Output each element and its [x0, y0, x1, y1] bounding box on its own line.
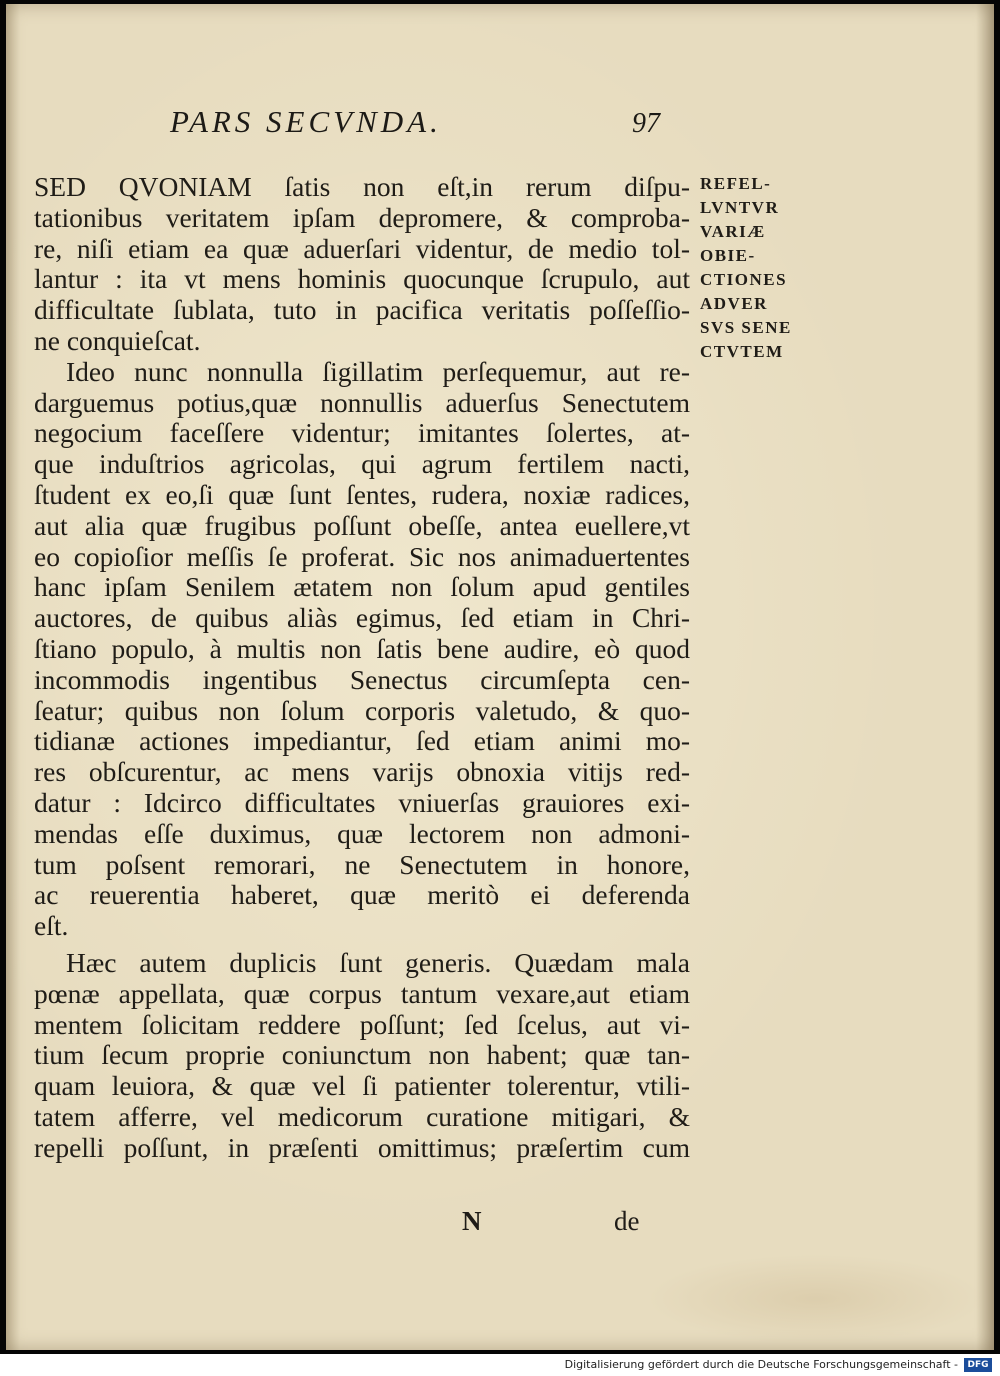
page-number: 97	[632, 108, 660, 139]
text-line: mendas eſſe duximus, quæ lectorem non admoni-	[34, 817, 690, 849]
marginal-note-line: OBIE-	[700, 246, 756, 265]
text-line: re, niſi etiam ea quæ aduerſari videntur, de medio tol-	[34, 232, 690, 264]
text-line: eo copioſior meſſis ſe proferat. Sic nos animaduertentes	[34, 540, 690, 572]
text-line: lantur : ita vt mens hominis quocunque ſcrupulo, aut	[34, 263, 690, 295]
body-text	[34, 172, 690, 1164]
text-line: ac reuerentia haberet, quæ meritò ei deferenda	[34, 879, 690, 911]
text-line: Ideo nunc nonnulla ſigillatim perſequemur, aut re-	[66, 355, 690, 387]
text-line: tationibus veritatem ipſam depromere, & comproba-	[34, 201, 690, 233]
text-line: ſtiano populo, à multis non ſatis bene audire, eò quod	[34, 632, 690, 664]
running-head: PARS SECVNDA.	[170, 104, 442, 139]
text-line: pœnæ appellata, quæ corpus tantum vexare,aut etiam	[34, 977, 690, 1009]
text-line: auctores, de quibus aliàs egimus, ſed etiam in Chri-	[34, 602, 690, 634]
text-line: quam leuiora, & quæ vel ſi patienter tolerentur, vtili-	[34, 1070, 690, 1102]
text-line: tidianæ actiones impediantur, ſed etiam animi mo-	[34, 725, 690, 757]
catchword: de	[614, 1206, 640, 1236]
text-line: darguemus potius,quæ nonnullis aduerſus Senectutem	[34, 386, 690, 418]
text-line: hanc ipſam Senilem ætatem non ſolum apud gentiles	[34, 571, 690, 603]
text-line: ſeatur; quibus non ſolum corporis valetudo, & quo-	[34, 694, 690, 726]
text-line: mentem ſolicitam reddere poſſunt; ſed ſcelus, aut vi-	[34, 1008, 690, 1040]
text-line: ne conquieſcat.	[34, 324, 201, 356]
marginal-note-line: CTIONES	[700, 270, 788, 289]
marginal-note-line: LVNTVR	[700, 198, 780, 217]
text-line: repelli poſſunt, in præſenti omittimus; præſertim cum	[34, 1131, 690, 1163]
marginal-note-line: CTVTEM	[700, 342, 784, 361]
text-line: res obſcurentur, ac mens varijs obnoxia vitijs red-	[34, 756, 690, 788]
text-line: difficultate ſublata, tuto in pacifica veritatis poſſeſſio-	[34, 294, 690, 326]
funding-credit: Digitalisierung gefördert durch die Deutsche Forschungsgemeinschaft -	[564, 1358, 958, 1371]
text-line: datur : Idcirco difficultates vniuerſas grauiores exi-	[34, 786, 690, 818]
text-line: que induſtrios agricolas, qui agrum fertilem nacti,	[34, 448, 690, 480]
text-line: Hæc autem duplicis ſunt generis. Quædam mala	[66, 946, 690, 978]
marginal-note-line: ADVER	[700, 294, 768, 313]
footer-bar	[0, 1354, 1000, 1376]
text-line: SED QVONIAM ſatis non eſt,in rerum diſpu-	[34, 171, 690, 202]
marginal-note-line: REFEL-	[700, 174, 772, 193]
paper-stain	[646, 1254, 986, 1344]
catchword-row	[34, 1206, 690, 1238]
text-line: tum poſsent remorari, ne Senectutem in honore,	[34, 848, 690, 880]
dfg-logo: DFG	[964, 1358, 992, 1372]
signature-mark: N	[462, 1206, 482, 1236]
text-line: tatem afferre, vel medicorum curatione mitigari, &	[34, 1100, 690, 1132]
text-line: tium ſecum proprie coniunctum non habent; quæ tan-	[34, 1039, 690, 1071]
marginal-note	[700, 172, 810, 364]
text-line: ſtudent ex eo,ſi quæ ſunt ſentes, rudera, noxiæ radices,	[34, 478, 690, 510]
text-line: aut alia quæ frugibus poſſunt obeſſe, antea euellere,vt	[34, 509, 690, 541]
text-line: eſt.	[34, 910, 69, 942]
text-line: negocium faceſſere videntur; imitantes ſolertes, at-	[34, 417, 690, 449]
text-line: incommodis ingentibus Senectus circumſepta cen-	[34, 663, 690, 695]
marginal-note-line: VARIÆ	[700, 222, 766, 241]
marginal-note-line: SVS SENE	[700, 318, 792, 337]
